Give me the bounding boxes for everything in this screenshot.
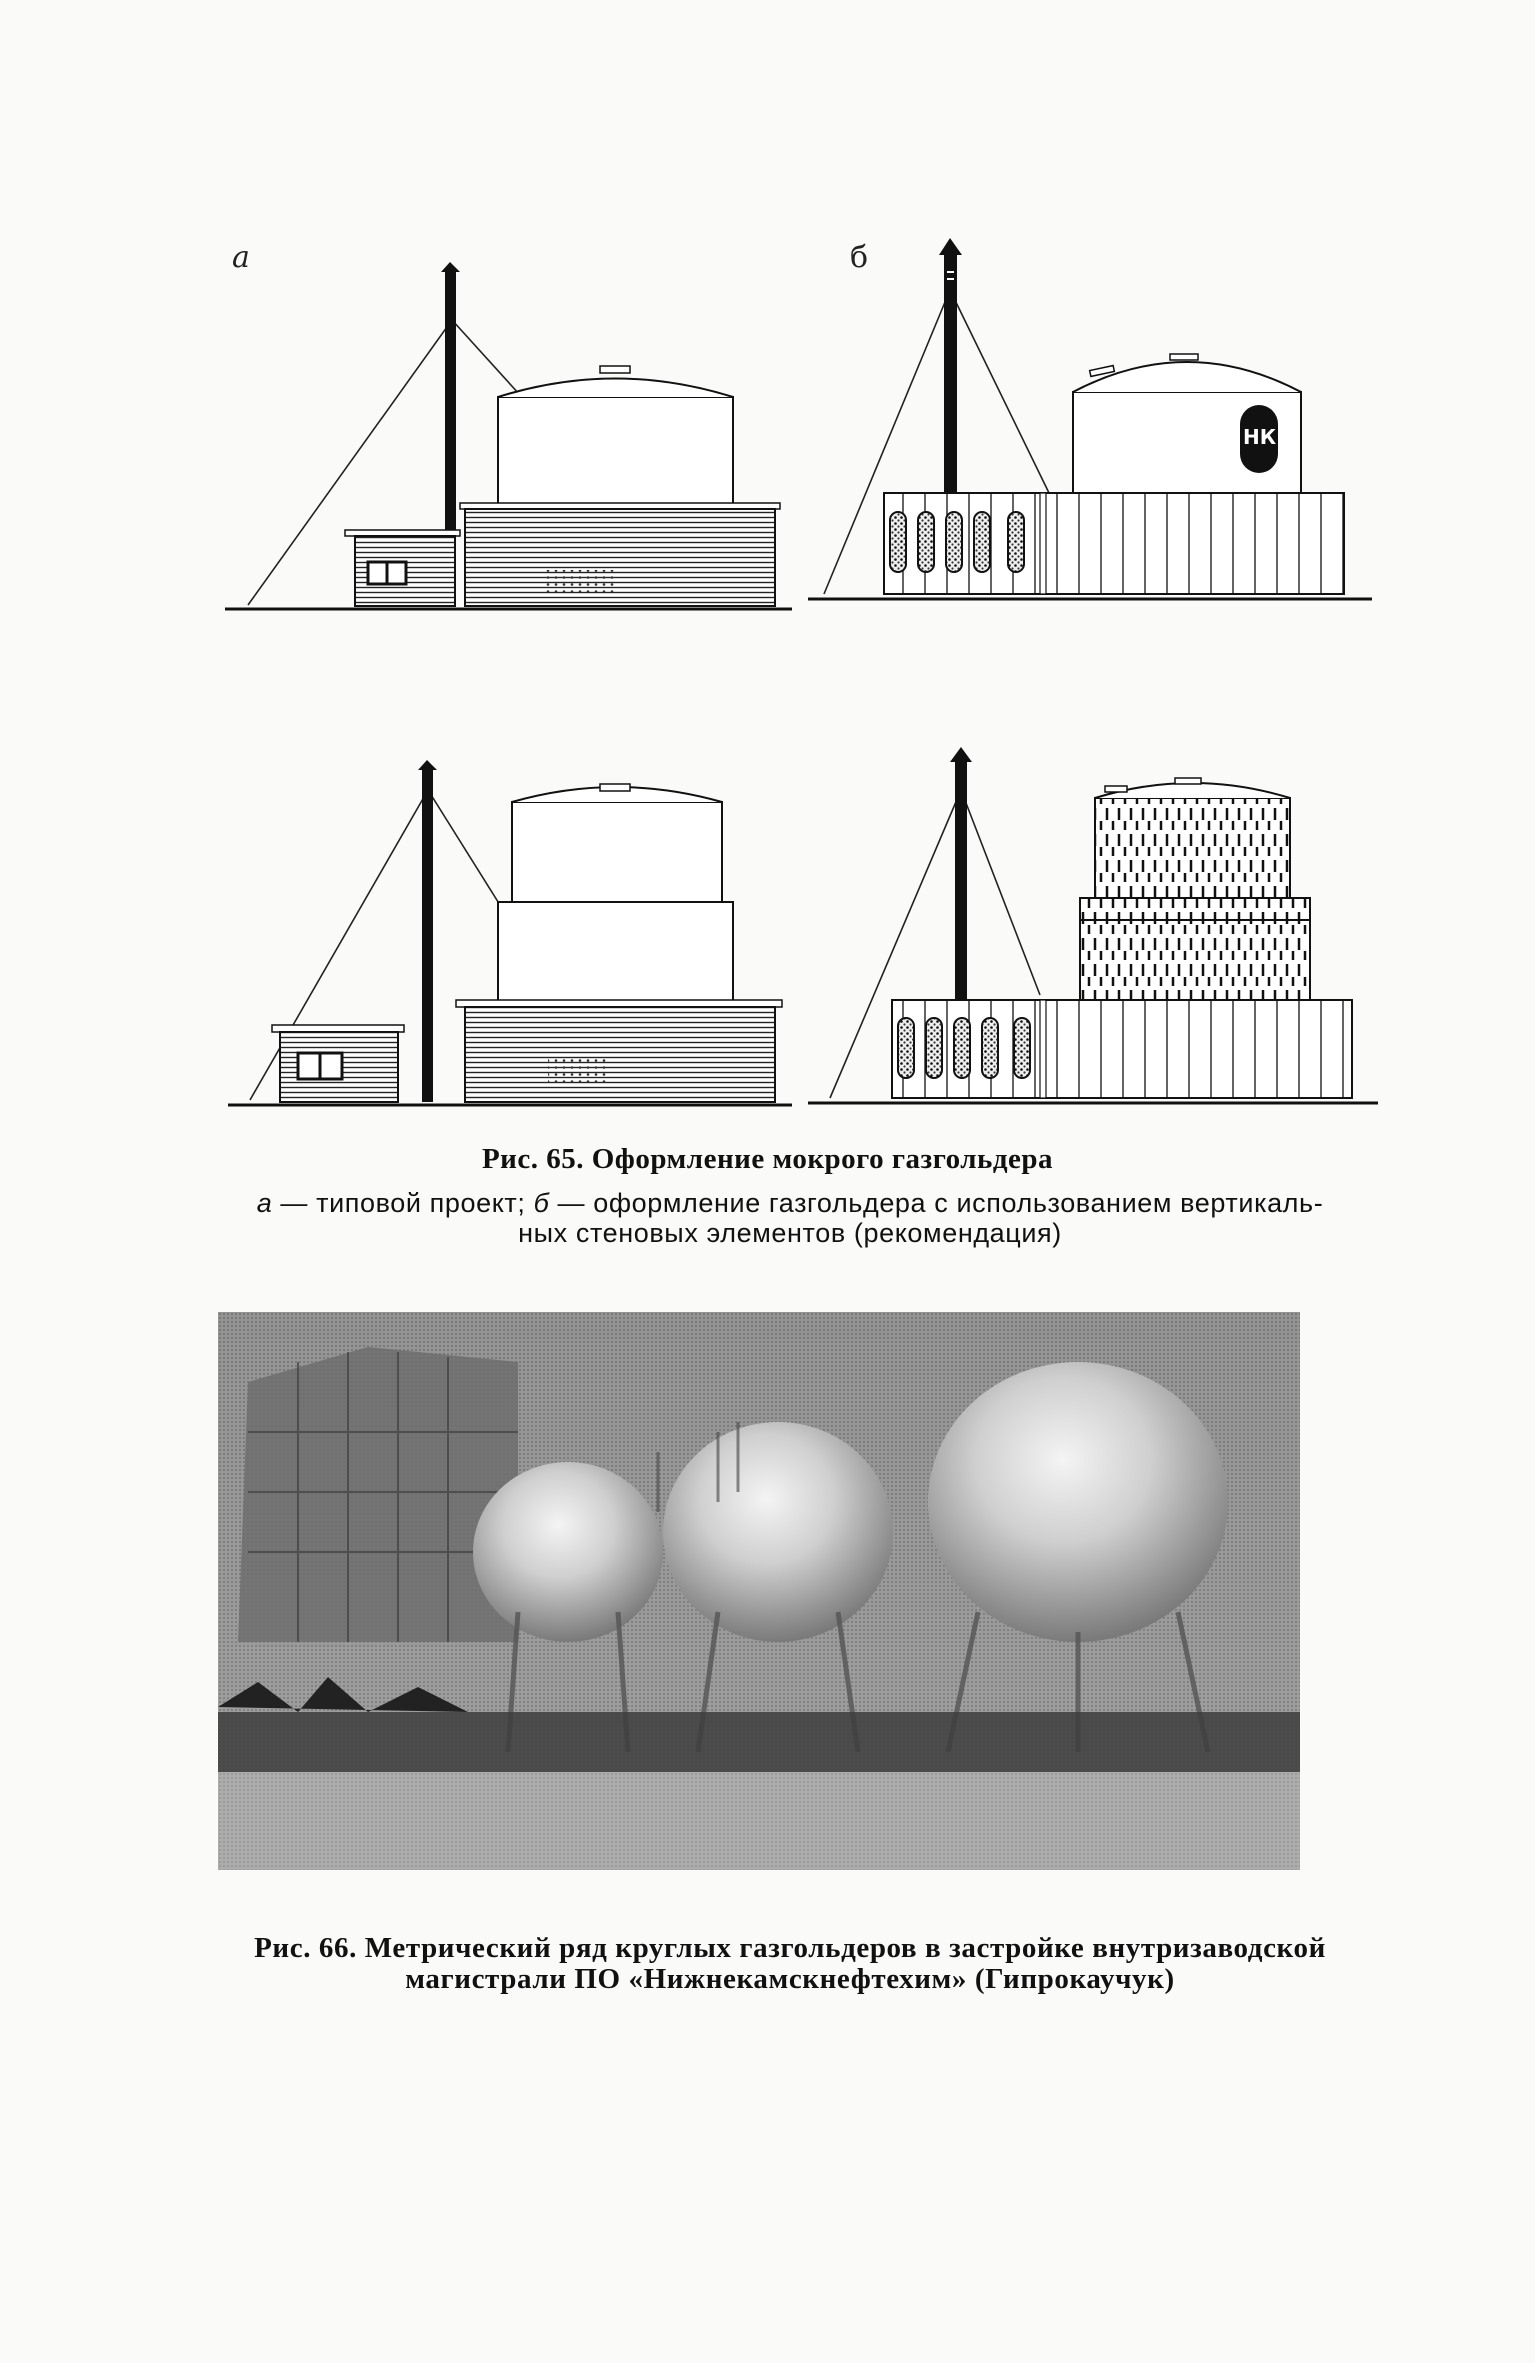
caption-a-marker: а	[256, 1188, 273, 1218]
figure-66-caption-line-2: магистрали ПО «Нижнекамскнефтехим» (Гипрокаучук)	[405, 1963, 1175, 1995]
caption-a-text: — типовой проект;	[272, 1188, 534, 1218]
figure-66-caption	[230, 1933, 1350, 1995]
figure-66-caption-line-1: Рис. 66. Метрический ряд круглых газгольдеров в застройке внутризаводской	[254, 1932, 1326, 1964]
figure-65-caption-title: Рис. 65. Оформление мокрого газгольдера	[481, 1143, 1054, 1175]
caption-line-2: ных стеновых элементов (рекомендация)	[518, 1218, 1062, 1248]
caption-b-text: — оформление газгольдера с использованием вертикаль-	[549, 1188, 1324, 1218]
panel-b-top	[808, 238, 1372, 599]
monogram-badge: НК	[1243, 425, 1277, 449]
figure-65-caption-body	[240, 1188, 1340, 1248]
caption-line-1	[240, 1188, 1340, 1218]
caption-b-marker: б	[533, 1188, 550, 1218]
figure-66-photo	[218, 1312, 1300, 1870]
panel-b-bottom	[808, 747, 1378, 1103]
figure-65-drawings	[0, 0, 1535, 1120]
panel-a-bottom	[228, 760, 792, 1105]
panel-b-label: б	[850, 240, 869, 275]
panel-a-top	[225, 262, 792, 609]
panel-a-label: а	[232, 240, 250, 275]
